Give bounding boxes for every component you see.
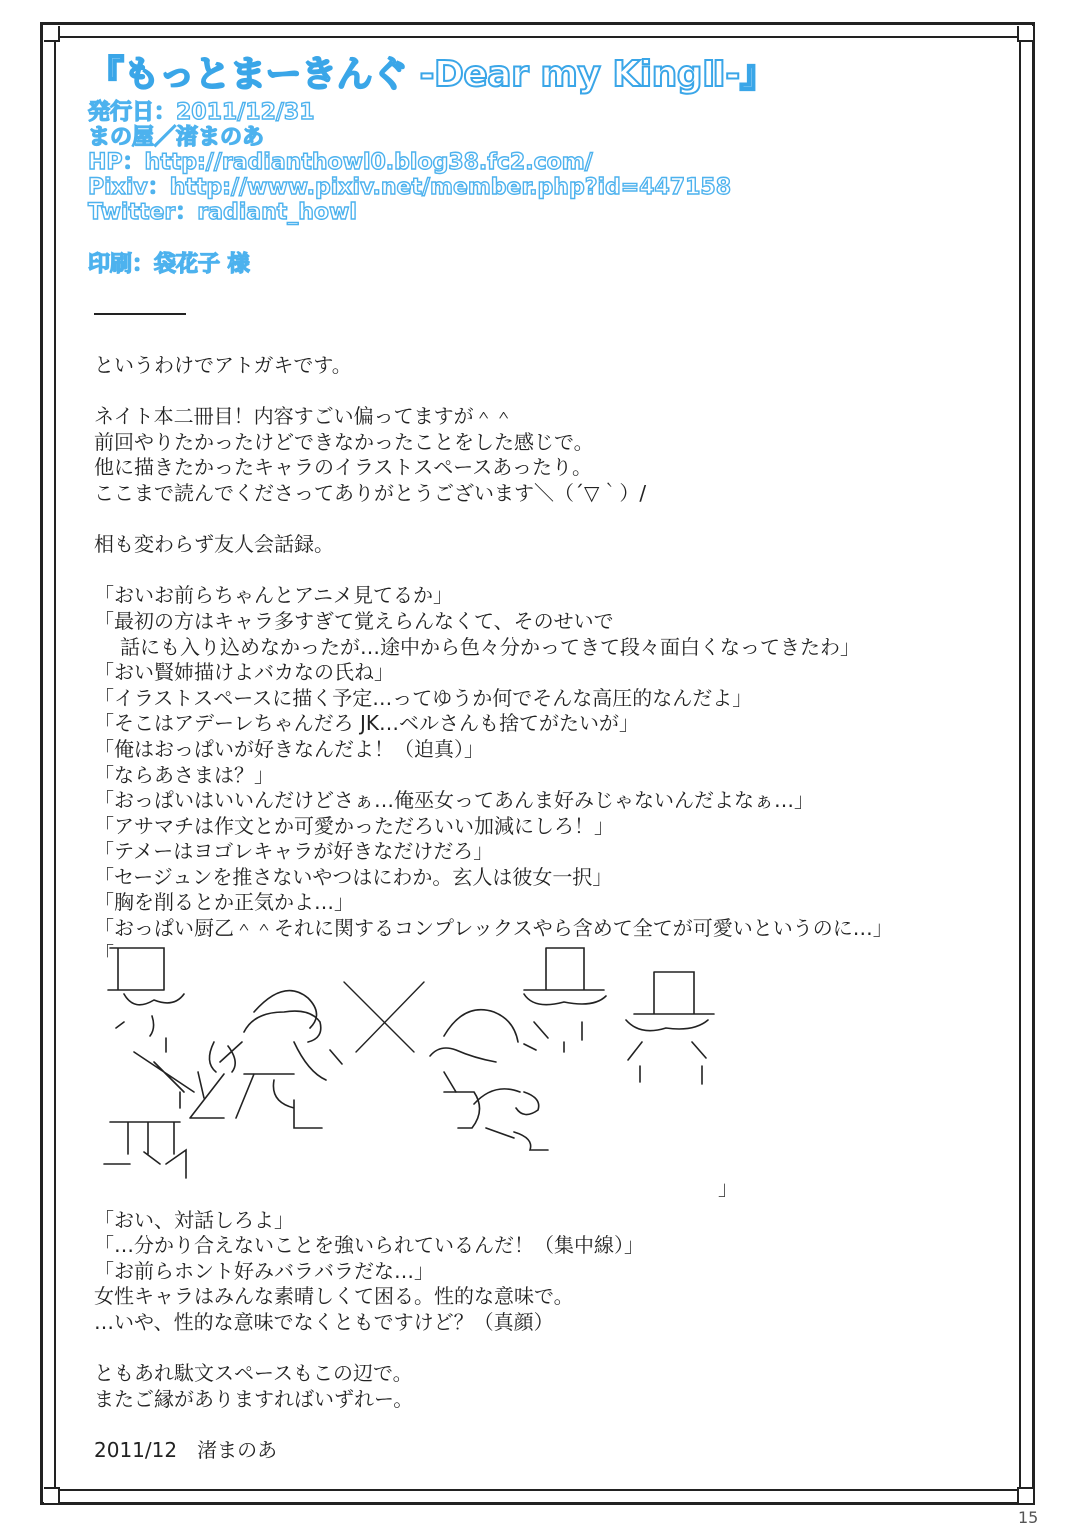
paragraph-line: 前回やりたかったけどできなかったことをした感じで。 xyxy=(94,429,594,454)
paragraph-line: 他に描きたかったキャラのイラストスペースあったり。 xyxy=(94,455,592,480)
dialogue-line: 「ならあさまは？」 xyxy=(94,762,274,787)
dialogue-line: 「胸を削るとか正気かよ…」 xyxy=(94,890,354,915)
dialogue-line: 「おい、対話しろよ」 xyxy=(94,1207,294,1232)
closing-line: またご縁がありますればいずれー。 xyxy=(94,1386,414,1411)
dialogue-line: 「イラストスペースに描く予定…ってゆうか何でそんな高圧的なんだよ」 xyxy=(94,685,753,710)
art-close-bracket: 」 xyxy=(718,1175,738,1200)
ascii-art-figures xyxy=(94,942,994,1208)
dialogue-line: 「おっぱい厨乙＾＾それに関するコンプレックスやら含めて全てが可愛いというのに…」 xyxy=(94,916,893,941)
dialogue-line: 話にも入り込めなかったが…途中から色々分かってきて段々面白くなってきたわ」 xyxy=(120,634,860,659)
circle-author: まの屋／渚まのあ xyxy=(88,125,265,150)
issue-date: 発行日：2011/12/31 xyxy=(88,100,315,125)
corner-notch xyxy=(1017,1487,1033,1503)
twitter-handle: Twitter：radiant_howl xyxy=(88,200,357,225)
dialogue-line: 「セージュンを推さないやつはにわか。玄人は彼女一択」 xyxy=(94,864,613,889)
afterword-body xyxy=(94,353,994,1464)
book-title: 『もっとまーきんぐ -Dear my KingⅡ-』 xyxy=(88,54,776,95)
ascii-art-fight-scene xyxy=(94,942,994,1208)
closing-line: ともあれ駄文スペースもこの辺で。 xyxy=(94,1361,413,1386)
separator-rule xyxy=(94,313,186,315)
dialogue-line: 「…分かり合えないことを強いられているんだ！（集中線）」 xyxy=(94,1233,644,1258)
colophon-header xyxy=(88,50,988,277)
dialogue-line: 「おいお前らちゃんとアニメ見てるか」 xyxy=(94,583,453,608)
dialogue-line: 「最初の方はキャラ多すぎて覚えらんなくて、そのせいで xyxy=(94,608,614,633)
corner-notch xyxy=(44,26,60,42)
corner-notch xyxy=(44,1487,60,1503)
art-open-bracket: 「 xyxy=(94,941,114,966)
corner-notch xyxy=(1017,26,1033,42)
printer-credit: 印刷：袋花子 様 xyxy=(88,252,250,277)
paragraph-line: ここまで読んでくださってありがとうございます＼（´▽｀）/ xyxy=(94,480,647,505)
dialogue-line: …いや、性的な意味でなくともですけど？（真顔） xyxy=(94,1310,554,1335)
dialogue-line: 「アサマチは作文とか可愛かっただろいい加減にしろ！」 xyxy=(94,813,614,838)
dialogue-line: 「おっぱいはいいんだけどさぁ…俺巫女ってあんま好みじゃないんだよなぁ…」 xyxy=(94,788,814,813)
pixiv-url: Pixiv：http://www.pixiv.net/member.php?id=447158 xyxy=(88,175,732,200)
dialogue-line: 「そこはアデーレちゃんだろ JK…ベルさんも捨てがたいが」 xyxy=(94,711,639,736)
signature-date: 2011/12 xyxy=(94,1438,178,1462)
dialogue-line: 「テメーはヨゴレキャラが好きなだけだろ」 xyxy=(94,839,494,864)
signature xyxy=(94,1438,994,1464)
paragraph-line: ネイト本二冊目！内容すごい偏ってますが＾＾ xyxy=(94,404,514,429)
signature-name: 渚まのあ xyxy=(197,1438,278,1462)
dialogue-line: 「おい賢姉描けよバカなの氏ね」 xyxy=(94,660,394,685)
page-number: 15 xyxy=(1018,1508,1039,1527)
dialogue-line: 「俺はおっぱいが好きなんだよ！（迫真）」 xyxy=(94,736,484,761)
homepage-url: HP：http://radianthowl0.blog38.fc2.com/ xyxy=(88,150,593,175)
afterword-intro: というわけでアトガキです。 xyxy=(94,353,352,377)
conversation-intro: 相も変わらず友人会話録。 xyxy=(94,532,334,557)
dialogue-line: 「お前らホント好みバラバラだな…」 xyxy=(94,1258,434,1283)
dialogue-line: 女性キャラはみんな素晴しくて困る。性的な意味で。 xyxy=(94,1284,574,1309)
